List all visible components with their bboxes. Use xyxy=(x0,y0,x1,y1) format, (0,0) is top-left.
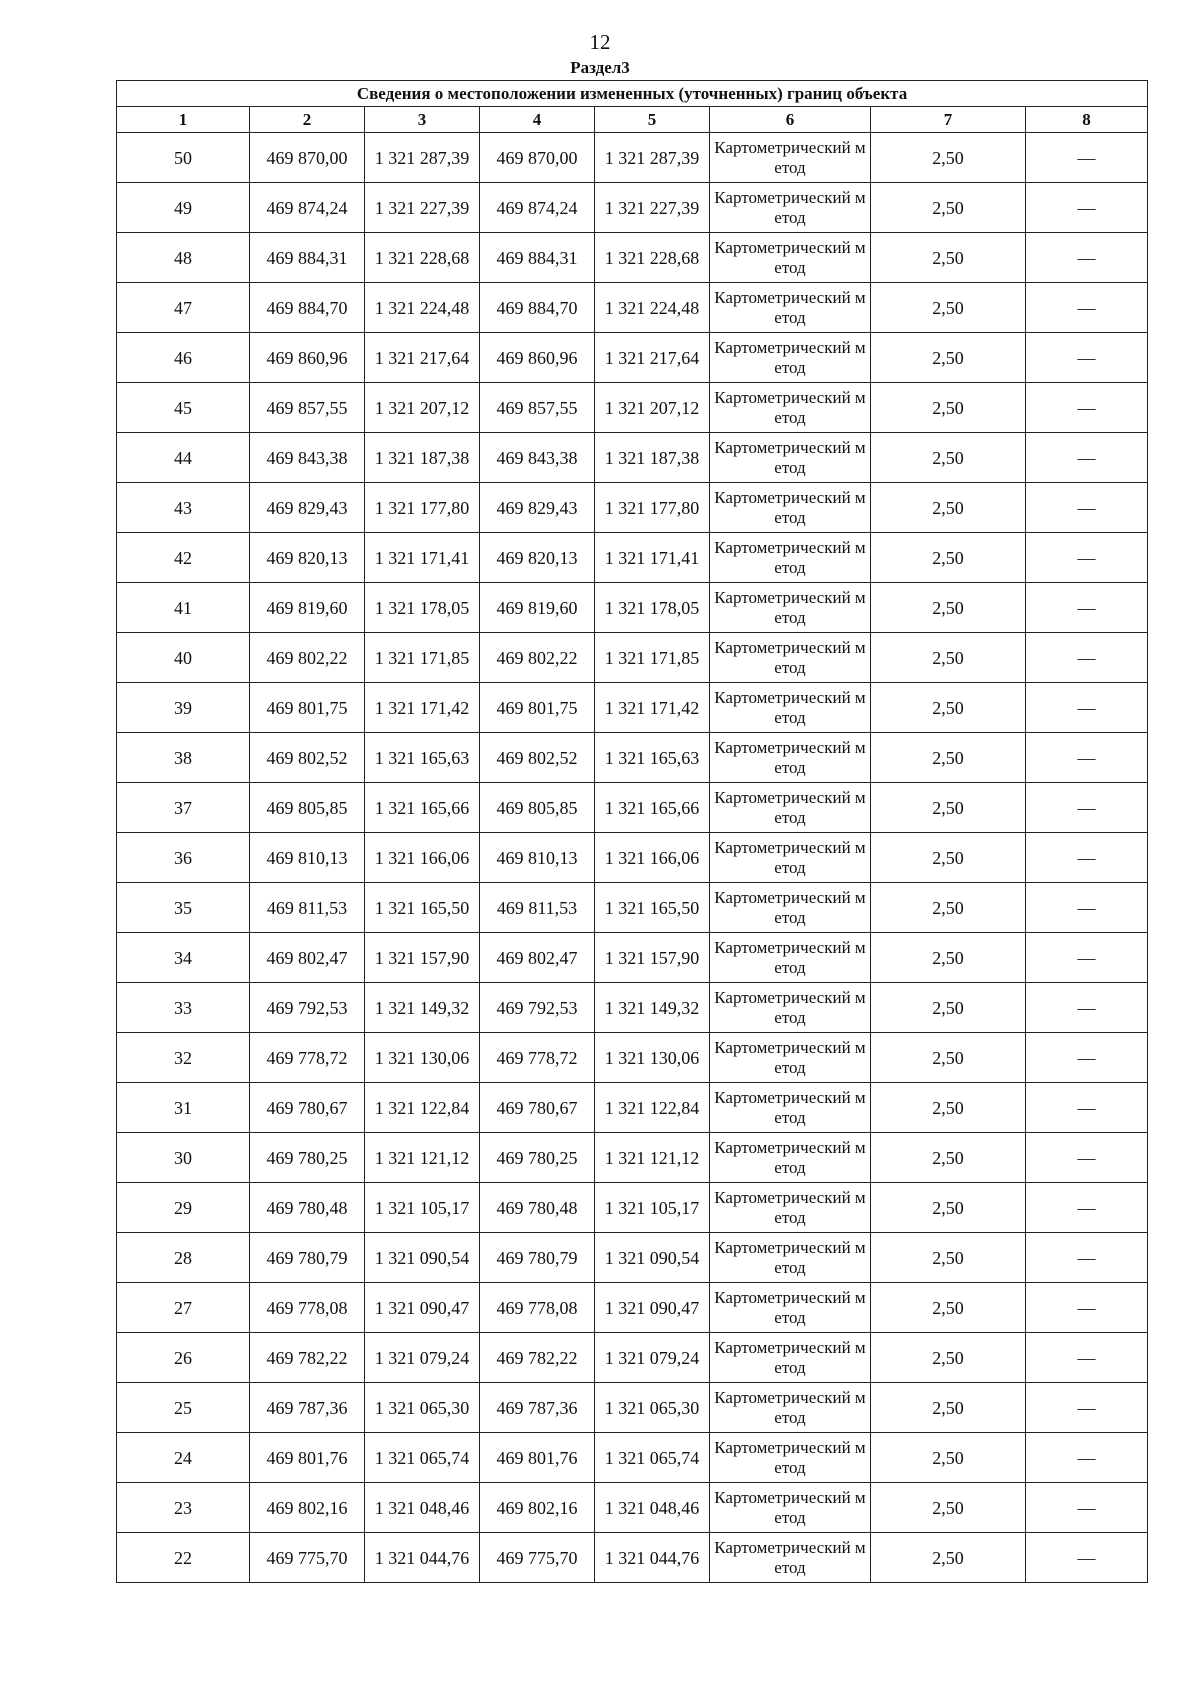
x-old-cell: 469 802,22 xyxy=(250,633,365,683)
y-old-cell: 1 321 227,39 xyxy=(365,183,480,233)
table-row xyxy=(117,1133,1148,1183)
x-old-cell: 469 782,22 xyxy=(250,1333,365,1383)
description-cell: — xyxy=(1026,533,1148,583)
table-row xyxy=(117,533,1148,583)
method-cell: Картометрический метод xyxy=(710,633,871,683)
accuracy-cell: 2,50 xyxy=(871,233,1026,283)
y-old-cell: 1 321 228,68 xyxy=(365,233,480,283)
description-cell: — xyxy=(1026,333,1148,383)
method-cell: Картометрический метод xyxy=(710,233,871,283)
description-cell: — xyxy=(1026,1133,1148,1183)
point-number-cell: 45 xyxy=(117,383,250,433)
table-row xyxy=(117,783,1148,833)
x-new-cell: 469 860,96 xyxy=(480,333,595,383)
description-cell: — xyxy=(1026,233,1148,283)
table-row xyxy=(117,583,1148,633)
x-new-cell: 469 802,16 xyxy=(480,1483,595,1533)
y-old-cell: 1 321 090,54 xyxy=(365,1233,480,1283)
x-old-cell: 469 801,75 xyxy=(250,683,365,733)
y-new-cell: 1 321 166,06 xyxy=(595,833,710,883)
y-new-cell: 1 321 130,06 xyxy=(595,1033,710,1083)
accuracy-cell: 2,50 xyxy=(871,1083,1026,1133)
table-row xyxy=(117,883,1148,933)
column-number: 5 xyxy=(595,107,710,133)
y-old-cell: 1 321 171,42 xyxy=(365,683,480,733)
method-cell: Картометрический метод xyxy=(710,533,871,583)
y-new-cell: 1 321 105,17 xyxy=(595,1183,710,1233)
accuracy-cell: 2,50 xyxy=(871,933,1026,983)
point-number-cell: 43 xyxy=(117,483,250,533)
x-new-cell: 469 802,22 xyxy=(480,633,595,683)
method-cell: Картометрический метод xyxy=(710,183,871,233)
x-new-cell: 469 775,70 xyxy=(480,1533,595,1583)
table-row xyxy=(117,1183,1148,1233)
y-new-cell: 1 321 065,30 xyxy=(595,1383,710,1433)
accuracy-cell: 2,50 xyxy=(871,533,1026,583)
method-cell: Картометрический метод xyxy=(710,1433,871,1483)
x-new-cell: 469 829,43 xyxy=(480,483,595,533)
point-number-cell: 47 xyxy=(117,283,250,333)
y-old-cell: 1 321 122,84 xyxy=(365,1083,480,1133)
table-row xyxy=(117,683,1148,733)
description-cell: — xyxy=(1026,483,1148,533)
point-number-cell: 25 xyxy=(117,1383,250,1433)
table-row xyxy=(117,383,1148,433)
x-new-cell: 469 778,72 xyxy=(480,1033,595,1083)
description-cell: — xyxy=(1026,183,1148,233)
y-new-cell: 1 321 157,90 xyxy=(595,933,710,983)
x-new-cell: 469 792,53 xyxy=(480,983,595,1033)
x-new-cell: 469 801,76 xyxy=(480,1433,595,1483)
accuracy-cell: 2,50 xyxy=(871,1233,1026,1283)
y-new-cell: 1 321 149,32 xyxy=(595,983,710,1033)
accuracy-cell: 2,50 xyxy=(871,1383,1026,1433)
x-old-cell: 469 884,31 xyxy=(250,233,365,283)
point-number-cell: 24 xyxy=(117,1433,250,1483)
point-number-cell: 33 xyxy=(117,983,250,1033)
x-new-cell: 469 857,55 xyxy=(480,383,595,433)
y-old-cell: 1 321 090,47 xyxy=(365,1283,480,1333)
description-cell: — xyxy=(1026,283,1148,333)
method-cell: Картометрический метод xyxy=(710,383,871,433)
description-cell: — xyxy=(1026,583,1148,633)
x-new-cell: 469 780,48 xyxy=(480,1183,595,1233)
method-cell: Картометрический метод xyxy=(710,1383,871,1433)
method-cell: Картометрический метод xyxy=(710,283,871,333)
y-new-cell: 1 321 187,38 xyxy=(595,433,710,483)
method-cell: Картометрический метод xyxy=(710,1083,871,1133)
table-row xyxy=(117,1233,1148,1283)
y-old-cell: 1 321 065,74 xyxy=(365,1433,480,1483)
x-old-cell: 469 787,36 xyxy=(250,1383,365,1433)
table-row xyxy=(117,1483,1148,1533)
column-number: 4 xyxy=(480,107,595,133)
accuracy-cell: 2,50 xyxy=(871,783,1026,833)
y-new-cell: 1 321 044,76 xyxy=(595,1533,710,1583)
description-cell: — xyxy=(1026,1233,1148,1283)
point-number-cell: 39 xyxy=(117,683,250,733)
table-row xyxy=(117,433,1148,483)
method-cell: Картометрический метод xyxy=(710,983,871,1033)
table-row xyxy=(117,933,1148,983)
table-row xyxy=(117,283,1148,333)
method-cell: Картометрический метод xyxy=(710,1533,871,1583)
method-cell: Картометрический метод xyxy=(710,433,871,483)
x-new-cell: 469 782,22 xyxy=(480,1333,595,1383)
table-row xyxy=(117,183,1148,233)
x-old-cell: 469 884,70 xyxy=(250,283,365,333)
description-cell: — xyxy=(1026,383,1148,433)
x-old-cell: 469 778,08 xyxy=(250,1283,365,1333)
y-old-cell: 1 321 224,48 xyxy=(365,283,480,333)
description-cell: — xyxy=(1026,1283,1148,1333)
point-number-cell: 34 xyxy=(117,933,250,983)
column-number: 7 xyxy=(871,107,1026,133)
y-new-cell: 1 321 171,42 xyxy=(595,683,710,733)
y-old-cell: 1 321 121,12 xyxy=(365,1133,480,1183)
y-old-cell: 1 321 065,30 xyxy=(365,1383,480,1433)
boundary-coordinates-table xyxy=(116,80,1148,1583)
accuracy-cell: 2,50 xyxy=(871,1033,1026,1083)
description-cell: — xyxy=(1026,983,1148,1033)
x-old-cell: 469 802,52 xyxy=(250,733,365,783)
column-number: 3 xyxy=(365,107,480,133)
description-cell: — xyxy=(1026,633,1148,683)
y-old-cell: 1 321 165,63 xyxy=(365,733,480,783)
y-new-cell: 1 321 090,47 xyxy=(595,1283,710,1333)
y-old-cell: 1 321 130,06 xyxy=(365,1033,480,1083)
y-old-cell: 1 321 149,32 xyxy=(365,983,480,1033)
point-number-cell: 26 xyxy=(117,1333,250,1383)
x-old-cell: 469 805,85 xyxy=(250,783,365,833)
x-old-cell: 469 843,38 xyxy=(250,433,365,483)
y-new-cell: 1 321 122,84 xyxy=(595,1083,710,1133)
table-row xyxy=(117,1333,1148,1383)
y-new-cell: 1 321 217,64 xyxy=(595,333,710,383)
description-cell: — xyxy=(1026,1533,1148,1583)
y-old-cell: 1 321 177,80 xyxy=(365,483,480,533)
point-number-cell: 36 xyxy=(117,833,250,883)
x-new-cell: 469 843,38 xyxy=(480,433,595,483)
accuracy-cell: 2,50 xyxy=(871,333,1026,383)
description-cell: — xyxy=(1026,1483,1148,1533)
accuracy-cell: 2,50 xyxy=(871,1333,1026,1383)
x-old-cell: 469 870,00 xyxy=(250,133,365,183)
method-cell: Картометрический метод xyxy=(710,1333,871,1383)
description-cell: — xyxy=(1026,783,1148,833)
method-cell: Картометрический метод xyxy=(710,333,871,383)
x-old-cell: 469 780,79 xyxy=(250,1233,365,1283)
description-cell: — xyxy=(1026,1383,1148,1433)
x-new-cell: 469 801,75 xyxy=(480,683,595,733)
column-number: 1 xyxy=(117,107,250,133)
accuracy-cell: 2,50 xyxy=(871,583,1026,633)
point-number-cell: 46 xyxy=(117,333,250,383)
table-caption: Сведения о местоположении измененных (уточненных) границ объекта xyxy=(117,81,1148,107)
accuracy-cell: 2,50 xyxy=(871,133,1026,183)
x-new-cell: 469 870,00 xyxy=(480,133,595,183)
accuracy-cell: 2,50 xyxy=(871,633,1026,683)
table-row xyxy=(117,1383,1148,1433)
section-title: Раздел3 xyxy=(570,58,630,77)
y-new-cell: 1 321 065,74 xyxy=(595,1433,710,1483)
x-new-cell: 469 780,25 xyxy=(480,1133,595,1183)
accuracy-cell: 2,50 xyxy=(871,483,1026,533)
method-cell: Картометрический метод xyxy=(710,1283,871,1333)
x-new-cell: 469 778,08 xyxy=(480,1283,595,1333)
description-cell: — xyxy=(1026,1333,1148,1383)
table-row xyxy=(117,1083,1148,1133)
point-number-cell: 29 xyxy=(117,1183,250,1233)
accuracy-cell: 2,50 xyxy=(871,1133,1026,1183)
table-row xyxy=(117,733,1148,783)
method-cell: Картометрический метод xyxy=(710,483,871,533)
y-old-cell: 1 321 207,12 xyxy=(365,383,480,433)
y-new-cell: 1 321 171,85 xyxy=(595,633,710,683)
method-cell: Картометрический метод xyxy=(710,133,871,183)
x-new-cell: 469 787,36 xyxy=(480,1383,595,1433)
y-old-cell: 1 321 217,64 xyxy=(365,333,480,383)
point-number-cell: 50 xyxy=(117,133,250,183)
x-old-cell: 469 829,43 xyxy=(250,483,365,533)
description-cell: — xyxy=(1026,683,1148,733)
y-old-cell: 1 321 157,90 xyxy=(365,933,480,983)
table-row xyxy=(117,483,1148,533)
y-new-cell: 1 321 287,39 xyxy=(595,133,710,183)
accuracy-cell: 2,50 xyxy=(871,1433,1026,1483)
x-new-cell: 469 811,53 xyxy=(480,883,595,933)
x-old-cell: 469 775,70 xyxy=(250,1533,365,1583)
x-new-cell: 469 820,13 xyxy=(480,533,595,583)
point-number-cell: 49 xyxy=(117,183,250,233)
y-new-cell: 1 321 079,24 xyxy=(595,1333,710,1383)
point-number-cell: 27 xyxy=(117,1283,250,1333)
table-row xyxy=(117,1283,1148,1333)
table-body xyxy=(117,133,1148,1583)
x-new-cell: 469 802,52 xyxy=(480,733,595,783)
table-row xyxy=(117,333,1148,383)
y-new-cell: 1 321 165,50 xyxy=(595,883,710,933)
x-new-cell: 469 780,67 xyxy=(480,1083,595,1133)
y-old-cell: 1 321 187,38 xyxy=(365,433,480,483)
column-number-row xyxy=(117,107,1148,133)
x-old-cell: 469 802,47 xyxy=(250,933,365,983)
y-new-cell: 1 321 048,46 xyxy=(595,1483,710,1533)
point-number-cell: 42 xyxy=(117,533,250,583)
x-old-cell: 469 780,25 xyxy=(250,1133,365,1183)
x-old-cell: 469 860,96 xyxy=(250,333,365,383)
y-old-cell: 1 321 165,66 xyxy=(365,783,480,833)
table-row xyxy=(117,633,1148,683)
method-cell: Картометрический метод xyxy=(710,1233,871,1283)
y-old-cell: 1 321 048,46 xyxy=(365,1483,480,1533)
x-old-cell: 469 801,76 xyxy=(250,1433,365,1483)
y-old-cell: 1 321 105,17 xyxy=(365,1183,480,1233)
accuracy-cell: 2,50 xyxy=(871,1183,1026,1233)
y-new-cell: 1 321 228,68 xyxy=(595,233,710,283)
x-new-cell: 469 874,24 xyxy=(480,183,595,233)
x-new-cell: 469 810,13 xyxy=(480,833,595,883)
y-new-cell: 1 321 165,66 xyxy=(595,783,710,833)
page-number: 12 xyxy=(589,30,611,54)
point-number-cell: 23 xyxy=(117,1483,250,1533)
method-cell: Картометрический метод xyxy=(710,883,871,933)
x-old-cell: 469 810,13 xyxy=(250,833,365,883)
accuracy-cell: 2,50 xyxy=(871,983,1026,1033)
accuracy-cell: 2,50 xyxy=(871,683,1026,733)
y-new-cell: 1 321 178,05 xyxy=(595,583,710,633)
x-new-cell: 469 819,60 xyxy=(480,583,595,633)
accuracy-cell: 2,50 xyxy=(871,733,1026,783)
point-number-cell: 31 xyxy=(117,1083,250,1133)
description-cell: — xyxy=(1026,733,1148,783)
x-new-cell: 469 884,70 xyxy=(480,283,595,333)
x-old-cell: 469 857,55 xyxy=(250,383,365,433)
description-cell: — xyxy=(1026,1033,1148,1083)
point-number-cell: 28 xyxy=(117,1233,250,1283)
description-cell: — xyxy=(1026,833,1148,883)
y-new-cell: 1 321 121,12 xyxy=(595,1133,710,1183)
y-new-cell: 1 321 227,39 xyxy=(595,183,710,233)
accuracy-cell: 2,50 xyxy=(871,183,1026,233)
y-old-cell: 1 321 166,06 xyxy=(365,833,480,883)
y-new-cell: 1 321 177,80 xyxy=(595,483,710,533)
point-number-cell: 32 xyxy=(117,1033,250,1083)
description-cell: — xyxy=(1026,883,1148,933)
description-cell: — xyxy=(1026,1083,1148,1133)
x-new-cell: 469 805,85 xyxy=(480,783,595,833)
y-new-cell: 1 321 171,41 xyxy=(595,533,710,583)
accuracy-cell: 2,50 xyxy=(871,883,1026,933)
x-new-cell: 469 780,79 xyxy=(480,1233,595,1283)
x-old-cell: 469 819,60 xyxy=(250,583,365,633)
table-row xyxy=(117,833,1148,883)
point-number-cell: 44 xyxy=(117,433,250,483)
point-number-cell: 35 xyxy=(117,883,250,933)
table-row xyxy=(117,1433,1148,1483)
point-number-cell: 38 xyxy=(117,733,250,783)
x-new-cell: 469 884,31 xyxy=(480,233,595,283)
column-number: 8 xyxy=(1026,107,1148,133)
y-old-cell: 1 321 171,85 xyxy=(365,633,480,683)
y-old-cell: 1 321 079,24 xyxy=(365,1333,480,1383)
y-new-cell: 1 321 224,48 xyxy=(595,283,710,333)
table-row xyxy=(117,1033,1148,1083)
description-cell: — xyxy=(1026,1433,1148,1483)
point-number-cell: 22 xyxy=(117,1533,250,1583)
column-number: 2 xyxy=(250,107,365,133)
method-cell: Картометрический метод xyxy=(710,583,871,633)
description-cell: — xyxy=(1026,1183,1148,1233)
table-row xyxy=(117,233,1148,283)
y-old-cell: 1 321 178,05 xyxy=(365,583,480,633)
x-old-cell: 469 778,72 xyxy=(250,1033,365,1083)
description-cell: — xyxy=(1026,133,1148,183)
y-new-cell: 1 321 207,12 xyxy=(595,383,710,433)
accuracy-cell: 2,50 xyxy=(871,383,1026,433)
description-cell: — xyxy=(1026,933,1148,983)
y-new-cell: 1 321 165,63 xyxy=(595,733,710,783)
y-old-cell: 1 321 044,76 xyxy=(365,1533,480,1583)
table-row xyxy=(117,133,1148,183)
table-row xyxy=(117,983,1148,1033)
point-number-cell: 41 xyxy=(117,583,250,633)
point-number-cell: 30 xyxy=(117,1133,250,1183)
method-cell: Картометрический метод xyxy=(710,933,871,983)
accuracy-cell: 2,50 xyxy=(871,833,1026,883)
method-cell: Картометрический метод xyxy=(710,683,871,733)
y-old-cell: 1 321 165,50 xyxy=(365,883,480,933)
method-cell: Картометрический метод xyxy=(710,1183,871,1233)
x-old-cell: 469 792,53 xyxy=(250,983,365,1033)
x-old-cell: 469 820,13 xyxy=(250,533,365,583)
x-old-cell: 469 780,67 xyxy=(250,1083,365,1133)
point-number-cell: 40 xyxy=(117,633,250,683)
point-number-cell: 37 xyxy=(117,783,250,833)
y-old-cell: 1 321 287,39 xyxy=(365,133,480,183)
table-row xyxy=(117,1533,1148,1583)
accuracy-cell: 2,50 xyxy=(871,1283,1026,1333)
x-new-cell: 469 802,47 xyxy=(480,933,595,983)
method-cell: Картометрический метод xyxy=(710,1483,871,1533)
column-number: 6 xyxy=(710,107,871,133)
accuracy-cell: 2,50 xyxy=(871,1533,1026,1583)
accuracy-cell: 2,50 xyxy=(871,283,1026,333)
x-old-cell: 469 811,53 xyxy=(250,883,365,933)
method-cell: Картометрический метод xyxy=(710,783,871,833)
accuracy-cell: 2,50 xyxy=(871,433,1026,483)
point-number-cell: 48 xyxy=(117,233,250,283)
x-old-cell: 469 780,48 xyxy=(250,1183,365,1233)
y-old-cell: 1 321 171,41 xyxy=(365,533,480,583)
method-cell: Картометрический метод xyxy=(710,833,871,883)
method-cell: Картометрический метод xyxy=(710,733,871,783)
description-cell: — xyxy=(1026,433,1148,483)
x-old-cell: 469 802,16 xyxy=(250,1483,365,1533)
accuracy-cell: 2,50 xyxy=(871,1483,1026,1533)
x-old-cell: 469 874,24 xyxy=(250,183,365,233)
method-cell: Картометрический метод xyxy=(710,1133,871,1183)
y-new-cell: 1 321 090,54 xyxy=(595,1233,710,1283)
method-cell: Картометрический метод xyxy=(710,1033,871,1083)
